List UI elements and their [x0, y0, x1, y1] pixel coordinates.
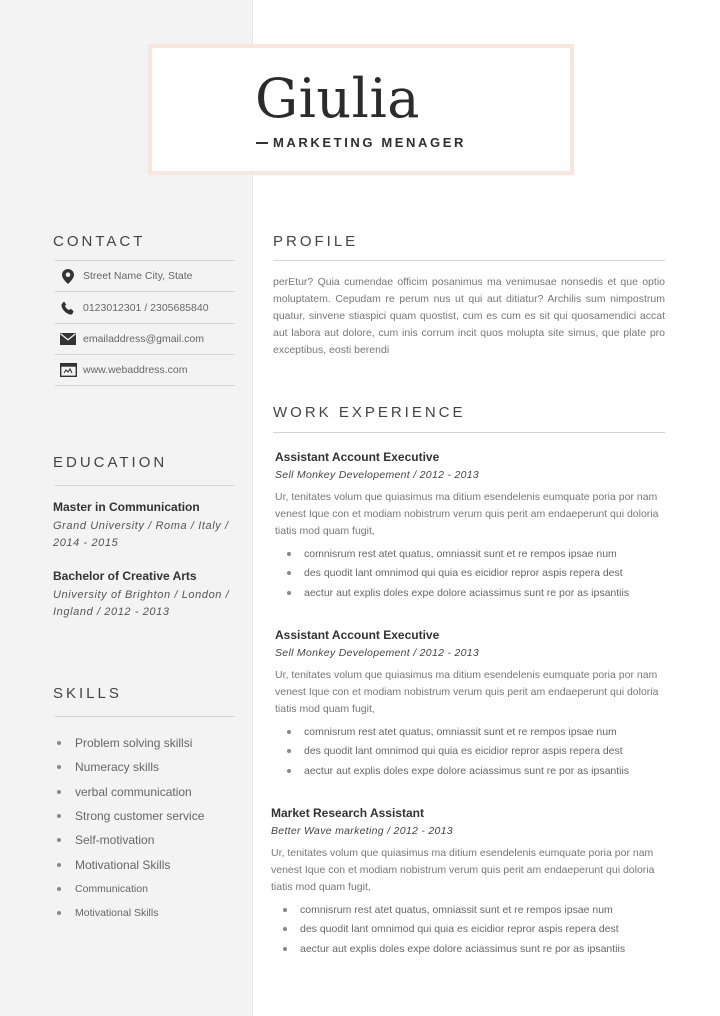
job-bullet: comnisrum rest atet quatus, omniassit sunt et re rempos ipsae num — [271, 900, 671, 920]
job-entry — [271, 806, 671, 959]
bullet-dot-icon — [57, 790, 61, 794]
job-bullet: comnisrum rest atet quatus, omniassit sunt et re rempos ipsae num — [275, 722, 675, 742]
job-title: Assistant Account Executive — [275, 450, 440, 464]
job-bullet: des quodit lant omnimod qui quia es eicidior repror aspis repera dest — [275, 564, 675, 584]
bullet-dot-icon — [57, 814, 61, 818]
name-header — [148, 44, 574, 175]
skills-list — [53, 731, 204, 925]
job-title: Market Research Assistant — [271, 806, 424, 820]
profile-rule — [273, 260, 665, 261]
bullet-dot-icon — [57, 838, 61, 842]
bullet-dot-icon — [287, 571, 291, 575]
bullet-dot-icon — [57, 911, 61, 915]
contact-email[interactable] — [55, 324, 235, 355]
skill-item: verbal communication — [53, 780, 204, 804]
job-bullet: des quodit lant omnimod qui quia es eicidior repror aspis repera dest — [275, 742, 675, 762]
work-experience-heading: WORK EXPERIENCE — [273, 404, 466, 421]
bullet-dot-icon — [287, 749, 291, 753]
role-dash — [256, 142, 268, 144]
job-entry — [275, 450, 675, 603]
job-description: Ur, tenitates volum que quiasimus ma ditium esendelenis eumquate poria por nam venest Ique con et modiam nobistrum verum quis perit am endaeperunt qui doloria tiatis mod quam fugit, — [271, 847, 655, 893]
bullet-dot-icon — [57, 887, 61, 891]
skill-item: Strong customer service — [53, 804, 204, 828]
work-experience-rule — [273, 432, 665, 433]
job-bullet: aectur aut explis doles expe dolore aciassimus sunt re por as ipsantiis — [271, 939, 671, 959]
job-bullets — [271, 900, 671, 959]
skills-heading: SKILLS — [53, 685, 122, 702]
skill-item: Motivational Skills — [53, 901, 204, 925]
location-pin-icon — [57, 269, 79, 284]
contact-heading: CONTACT — [53, 233, 146, 250]
bullet-dot-icon — [287, 552, 291, 556]
skill-item: Self-motivation — [53, 828, 204, 852]
email-link[interactable]: emailaddress@gmail.com — [83, 333, 204, 345]
education-degree: Master in Communication — [53, 500, 200, 514]
phone-icon — [57, 301, 79, 315]
skill-item: Communication — [53, 877, 204, 901]
job-bullet: aectur aut explis doles expe dolore aciassimus sunt re por as ipsantiis — [275, 761, 675, 781]
address-text: Street Name City, State — [83, 270, 193, 282]
bullet-dot-icon — [287, 591, 291, 595]
job-description: Ur, tenitates volum que quiasimus ma ditium esendelenis eumquate poria por nam venest Ique con et modiam nobistrum verum quis perit am endaeperunt qui doloria tiatis mod quam fugit, — [275, 491, 659, 537]
job-company: Better Wave marketing / 2012 - 2013 — [271, 825, 453, 837]
education-detail: Grand University / Roma / Italy / 2014 - 2015 — [53, 520, 229, 549]
envelope-icon — [57, 333, 79, 345]
job-company: Sell Monkey Developement / 2012 - 2013 — [275, 469, 480, 481]
job-title: Assistant Account Executive — [275, 628, 440, 642]
bullet-dot-icon — [283, 908, 287, 912]
bullet-dot-icon — [283, 947, 287, 951]
job-entry — [275, 628, 675, 781]
job-bullet: comnisrum rest atet quatus, omniassit sunt et re rempos ipsae num — [275, 544, 675, 564]
job-bullet: des quodit lant omnimod qui quia es eicidior repror aspis repera dest — [271, 920, 671, 940]
bullet-dot-icon — [283, 927, 287, 931]
skill-item: Motivational Skills — [53, 852, 204, 876]
bullet-dot-icon — [57, 765, 61, 769]
person-name: Giulia — [255, 67, 420, 130]
skills-rule — [55, 716, 235, 717]
profile-text: perEtur? Quia cumendae officim posanimus ma venimusae nonsedis et que optio moluptatem. Cepudam re perum nus ut qui aut ditiatur? Archilis sum nimpostrum quatur, sinvene stiaspici quam quostist, cum es cum es sit qui quosamendici accat aut labora aut dolore, cum inis corrum incit quos molupta site simus, que plate pro exceptibus, eosti berendi — [273, 276, 665, 356]
job-description: Ur, tenitates volum que quiasimus ma ditium esendelenis eumquate poria por nam venest Ique con et modiam nobistrum verum quis perit am endaeperunt qui doloria tiatis mod quam fugit, — [275, 669, 659, 715]
contact-address — [55, 261, 235, 292]
contact-website[interactable] — [55, 355, 235, 386]
phone-text: 0123012301 / 2305685840 — [83, 302, 209, 314]
bullet-dot-icon — [287, 769, 291, 773]
job-role: MARKETING MENAGER — [273, 135, 466, 150]
contact-phone — [55, 293, 235, 324]
website-link[interactable]: www.webaddress.com — [83, 364, 188, 376]
job-bullet: aectur aut explis doles expe dolore aciassimus sunt re por as ipsantiis — [275, 583, 675, 603]
skill-item: Numeracy skills — [53, 755, 204, 779]
bullet-dot-icon — [287, 730, 291, 734]
education-heading: EDUCATION — [53, 454, 168, 471]
browser-icon — [57, 363, 79, 377]
job-bullets — [275, 722, 675, 781]
skill-item: Problem solving skillsi — [53, 731, 204, 755]
bullet-dot-icon — [57, 863, 61, 867]
education-rule — [55, 485, 235, 486]
education-degree: Bachelor of Creative Arts — [53, 569, 197, 583]
profile-heading: PROFILE — [273, 233, 359, 250]
education-detail: University of Brighton / London / Ingland / 2012 - 2013 — [53, 589, 230, 618]
bullet-dot-icon — [57, 741, 61, 745]
job-bullets — [275, 544, 675, 603]
job-company: Sell Monkey Developement / 2012 - 2013 — [275, 647, 480, 659]
